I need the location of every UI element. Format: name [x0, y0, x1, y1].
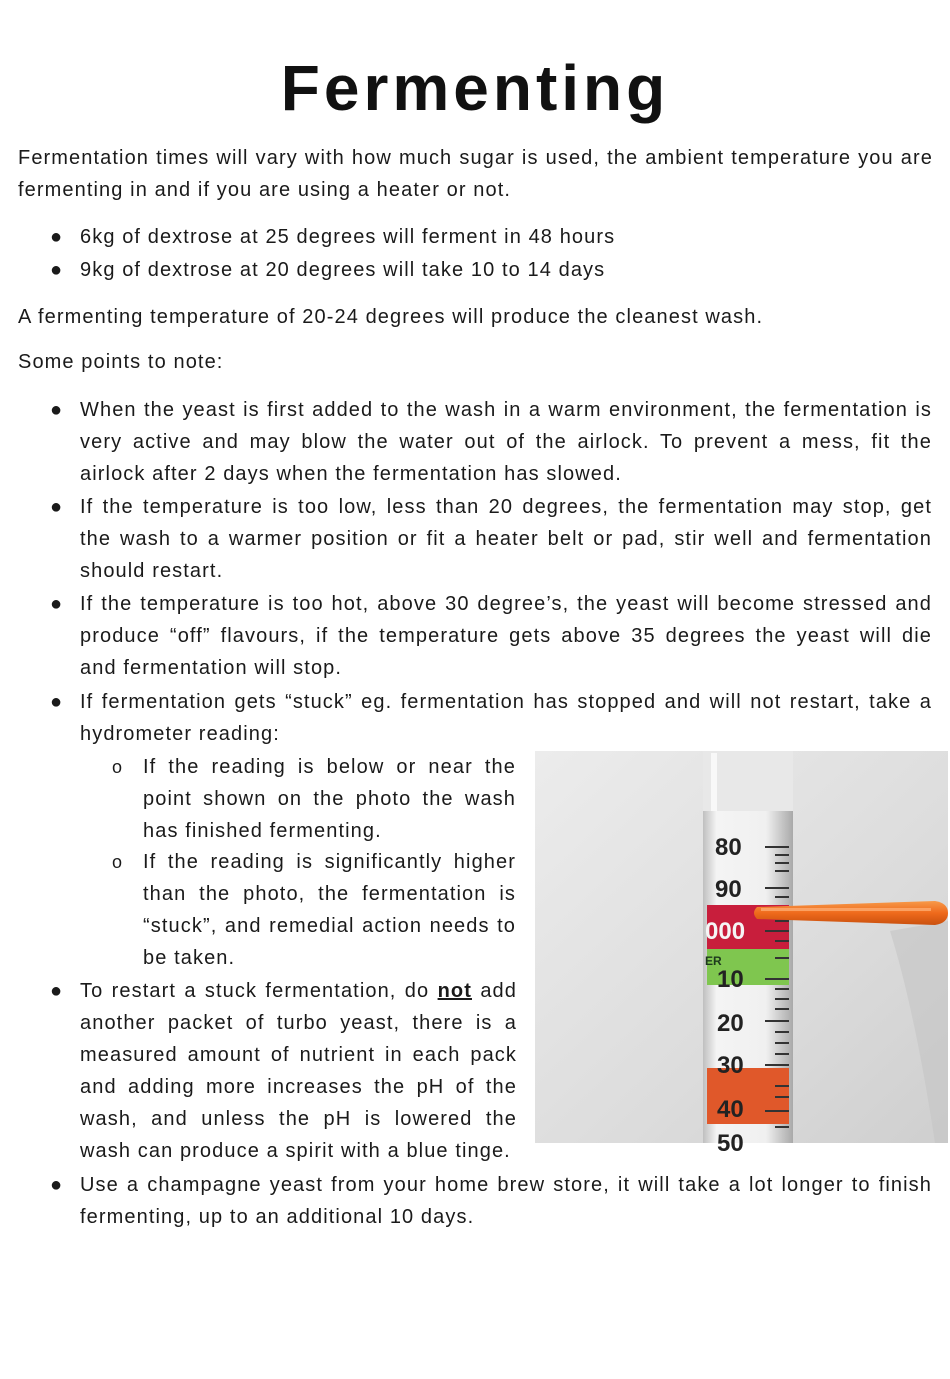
scale-label: 30 [717, 1052, 744, 1079]
bullet-marker: ● [50, 1174, 63, 1196]
restart-text-start: To restart a stuck fermentation, do [80, 980, 438, 1002]
list-item: If the temperature is too hot, above 30 degree’s, the yeast will become stressed and produce “off” flavours, if the temperature gets above 35 degrees the yeast will die and fermentation will stop. [80, 593, 932, 679]
list-item: If the temperature is too low, less than 20 degrees, the fermentation may stop, get the wash to a warmer position or fit a heater belt or pad, stir well and fermentation should restart. [80, 496, 932, 582]
emphasis-not: not [437, 980, 472, 1002]
tube-highlight [711, 753, 717, 811]
band-label: ER [705, 954, 722, 968]
bullet-marker: ● [50, 399, 63, 421]
scale-label: 90 [715, 876, 742, 903]
hydrometer-photo [535, 751, 948, 1157]
scale-label: 10 [717, 966, 744, 993]
sub-list-item: If the reading is below or near the point shown on the photo the wash has finished fermenting. [143, 756, 516, 842]
intro-paragraph: Fermentation times will vary with how much sugar is used, the ambient temperature you are fermenting in and if you are using a heater or not. [18, 147, 933, 201]
points-heading: Some points to note: [18, 351, 224, 373]
temperature-note: A fermenting temperature of 20-24 degrees will produce the cleanest wash. [18, 306, 764, 328]
bullet-marker: ● [50, 980, 63, 1002]
restart-text-end: add another packet of turbo yeast, there is a measured amount of nutrient in each pack and adding more increases the pH of the wash, and unless the pH is lowered the wash can produce a spirit with a blue tinge. [80, 980, 517, 1162]
scale-label: 80 [715, 834, 742, 861]
sub-bullet-marker: o [112, 757, 123, 777]
list-item [80, 975, 517, 1167]
list-item: Use a champagne yeast from your home brew store, it will take a lot longer to finish fermenting, up to an additional 10 days. [80, 1174, 932, 1228]
scale-label: 000 [705, 918, 746, 945]
list-item: 6kg of dextrose at 25 degrees will ferment in 48 hours [80, 226, 616, 248]
list-item: When the yeast is first added to the wash in a warm environment, the fermentation is very active and may blow the water out of the airlock. To prevent a mess, fit the airlock after 2 days when the fermentation has slowed. [80, 399, 932, 485]
list-item: If fermentation gets “stuck” eg. fermentation has stopped and will not restart, take a hydrometer reading: [80, 691, 932, 745]
page-title: Fermenting [280, 52, 670, 124]
list-item: 9kg of dextrose at 20 degrees will take 10 to 14 days [80, 259, 606, 281]
bullet-marker: ● [50, 259, 63, 281]
bullet-marker: ● [50, 496, 63, 518]
pointer-highlight [761, 908, 931, 911]
scale-label: 20 [717, 1010, 744, 1037]
scale-label: 40 [717, 1096, 744, 1123]
sub-bullet-marker: o [112, 852, 123, 872]
bullet-marker: ● [50, 691, 63, 713]
scale-label: 50 [717, 1130, 744, 1157]
bullet-marker: ● [50, 593, 63, 615]
bullet-marker: ● [50, 226, 63, 248]
sub-list-item: If the reading is significantly higher than the photo, the fermentation is “stuck”, and remedial action needs to be taken. [143, 851, 516, 969]
